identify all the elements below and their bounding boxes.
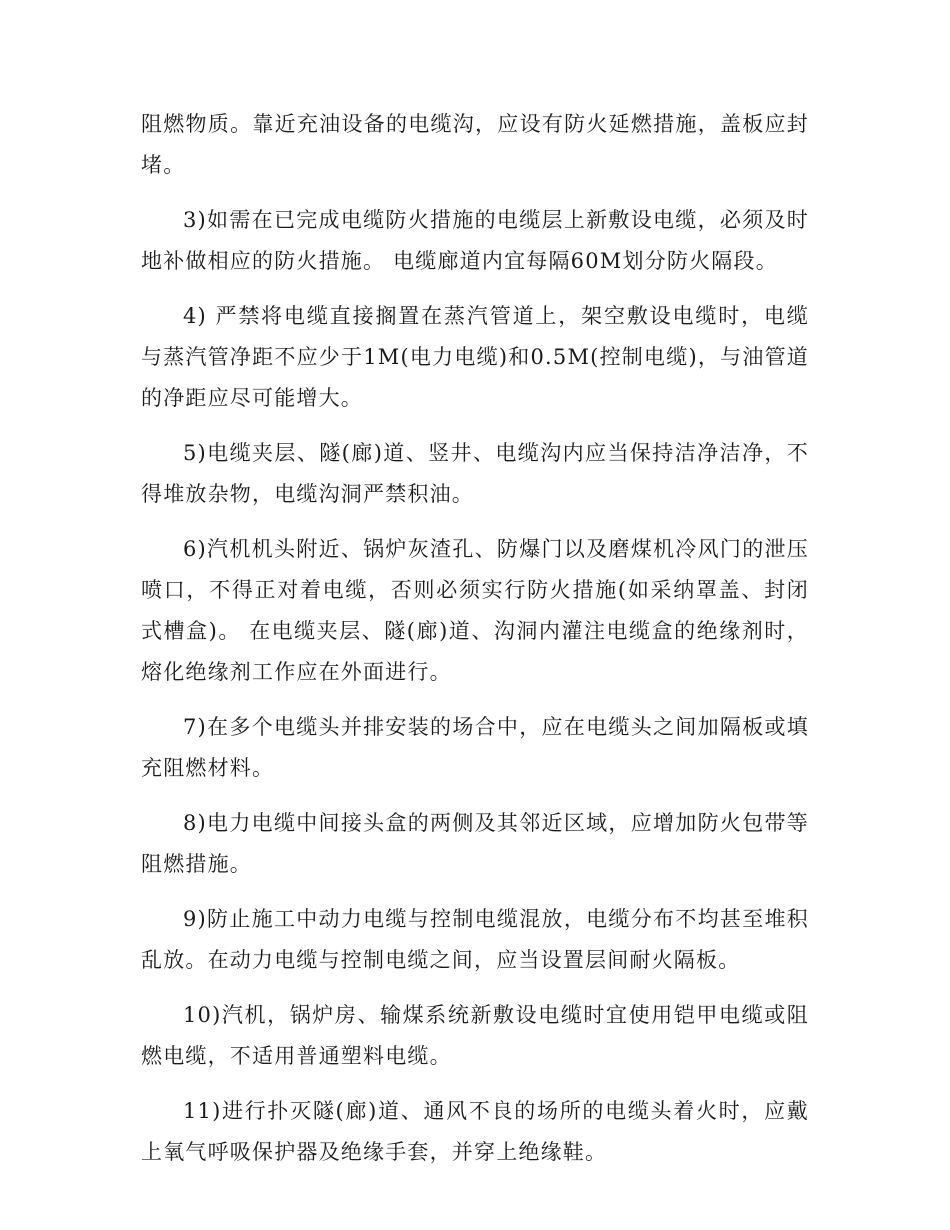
paragraph-item-11: 11)进行扑灭隧(廊)道、通风不良的场所的电缆头着火时，应戴上氧气呼吸保护器及绝缘手套，并穿上绝缘鞋。	[141, 1099, 809, 1164]
paragraph-item-5: 5)电缆夹层、隧(廊)道、竖井、电缆沟内应当保持洁净洁净，不得堆放杂物，电缆沟洞严禁积油。	[141, 441, 809, 506]
paragraph-item-3: 3)如需在已完成电缆防火措施的电缆层上新敷设电缆，必须及时地补做相应的防火措施。 电缆廊道内宜每隔60M划分防火隔段。	[141, 208, 809, 273]
document-body	[141, 104, 809, 1187]
paragraph-continued: 阻燃物质。靠近充油设备的电缆沟，应设有防火延燃措施，盖板应封堵。	[141, 112, 809, 177]
paragraph-item-8: 8)电力电缆中间接头盒的两侧及其邻近区域，应增加防火包带等阻燃措施。	[141, 811, 809, 876]
paragraph-item-10: 10)汽机，锅炉房、输煤系统新敷设电缆时宜使用铠甲电缆或阻燃电缆，不适用普通塑料电缆。	[141, 1003, 809, 1068]
paragraph-item-6: 6)汽机机头附近、锅炉灰渣孔、防爆门以及磨煤机冷风门的泄压喷口，不得正对着电缆，否则必须实行防火措施(如采纳罩盖、封闭式槽盒)。 在电缆夹层、隧(廊)道、沟洞内灌注电缆盒的绝缘剂时，熔化绝缘剂工作应在外面进行。	[141, 537, 809, 684]
paragraph-item-4: 4) 严禁将电缆直接搁置在蒸汽管道上，架空敷设电缆时，电缆与蒸汽管净距不应少于1M(电力电缆)和0.5M(控制电缆)，与油管道的净距应尽可能增大。	[141, 304, 809, 410]
paragraph-item-7: 7)在多个电缆头并排安装的场合中，应在电缆头之间加隔板或填充阻燃材料。	[141, 715, 809, 780]
paragraph-item-9: 9)防止施工中动力电缆与控制电缆混放，电缆分布不均甚至堆积乱放。在动力电缆与控制电缆之间，应当设置层间耐火隔板。	[141, 907, 809, 972]
